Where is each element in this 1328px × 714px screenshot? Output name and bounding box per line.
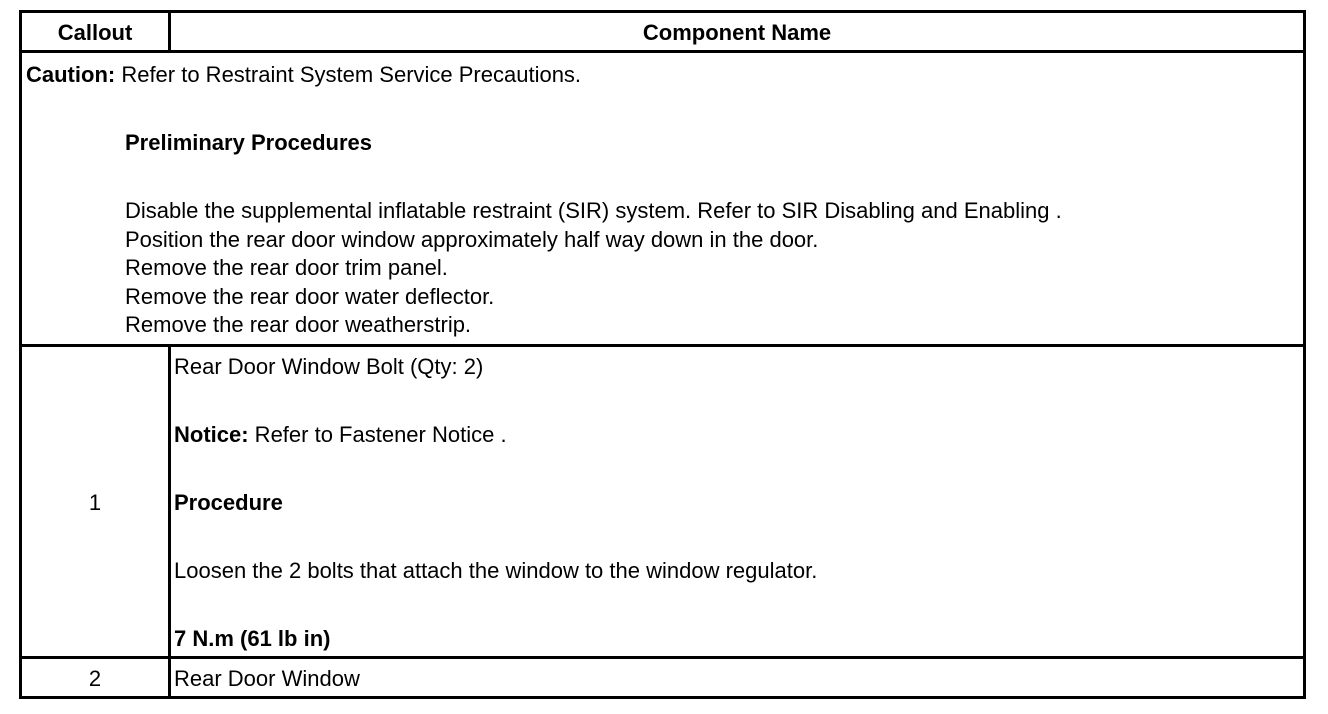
torque-spec: 7 N.m (61 lb in) [174, 626, 331, 651]
component-name: Rear Door Window [174, 666, 360, 691]
preliminary-step: Remove the rear door water deflector. [125, 284, 495, 309]
header-divider [22, 50, 1303, 53]
preliminary-divider [22, 344, 1303, 347]
preliminary-step: Disable the supplemental inflatable restraint (SIR) system. Refer to SIR Disabling and Enabling . [125, 198, 1062, 223]
caution-line [26, 61, 581, 89]
header-component-name: Component Name [642, 20, 832, 45]
notice-line [174, 421, 507, 449]
preliminary-step: Remove the rear door weatherstrip. [125, 312, 472, 337]
notice-label: Notice: [174, 422, 249, 447]
caution-text: Refer to Restraint System Service Precautions. [115, 62, 582, 87]
callout-number: 1 [88, 490, 102, 515]
callout-number: 2 [88, 666, 102, 691]
body-column-divider [168, 347, 171, 696]
header-callout: Callout [57, 20, 133, 45]
preliminary-step: Position the rear door window approximately half way down in the door. [125, 227, 819, 252]
notice-text: Refer to Fastener Notice . [248, 422, 507, 447]
procedure-heading: Procedure [174, 490, 283, 515]
preliminary-heading: Preliminary Procedures [125, 130, 373, 155]
caution-label: Caution: [26, 62, 116, 87]
preliminary-step: Remove the rear door trim panel. [125, 255, 448, 280]
row-divider [22, 656, 1303, 659]
component-name: Rear Door Window Bolt (Qty: 2) [174, 354, 484, 379]
procedure-text: Loosen the 2 bolts that attach the window to the window regulator. [174, 558, 818, 583]
procedure-table [19, 10, 1306, 699]
